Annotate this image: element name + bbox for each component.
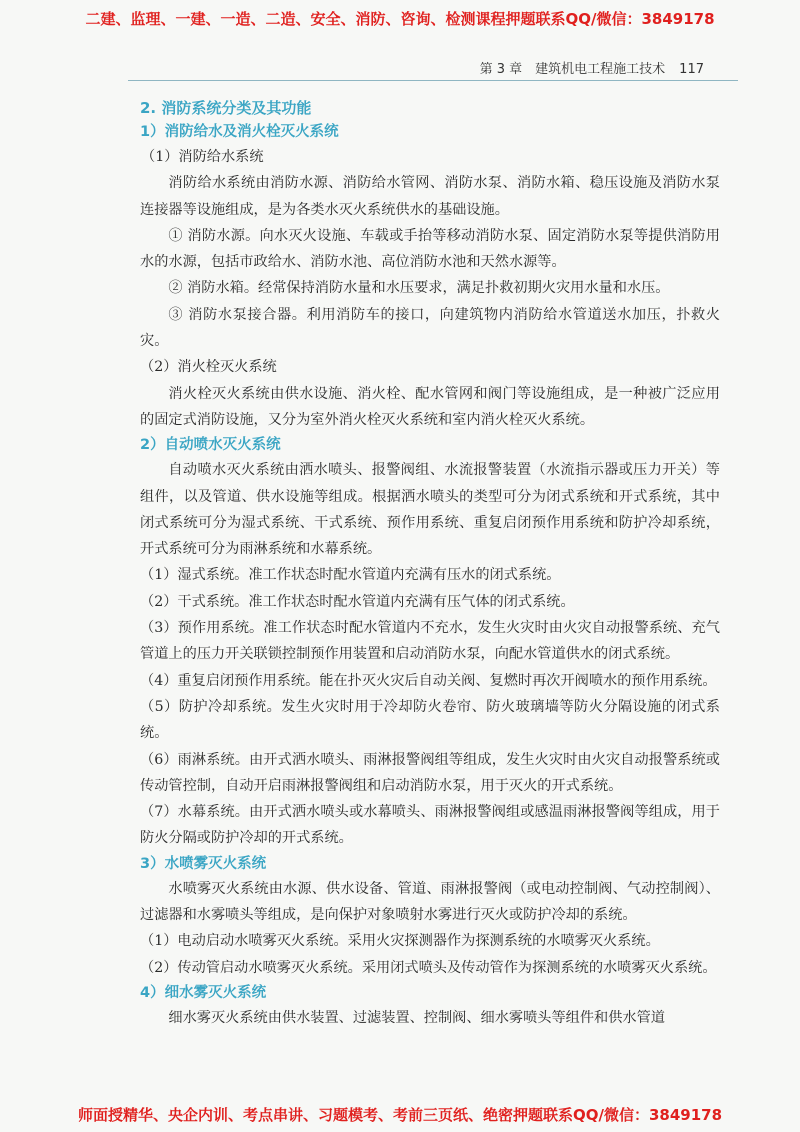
paragraph: 细水雾灭火系统由供水装置、过滤装置、控制阀、细水雾喷头等组件和供水管道: [168, 1009, 665, 1026]
sub-heading: （2）消火栓灭火系统: [140, 359, 277, 376]
bottom-promo-banner: 师面授精华、央企内训、考点串讲、习题模考、考前三页纸、绝密押题联系QQ/微信：3849178: [77, 1106, 723, 1124]
subsection-title-1: 1）消防给水及消火栓灭火系统: [140, 124, 339, 140]
section-title: 2. 消防系统分类及其功能: [140, 99, 312, 117]
list-item: （7）水幕系统。由开式洒水喷头或水幕喷头、雨淋报警阀组或感温雨淋报警阀等组成，用于防火分隔或防护冷却的开式系统。: [140, 804, 720, 847]
list-item: ③ 消防水泵接合器。利用消防车的接口，向建筑物内消防给水管道送水加压，扑救火灾。: [140, 306, 720, 350]
paragraph: 消火栓灭火系统由供水设施、消火栓、配水管网和阀门等设施组成，是一种被广泛应用的固定式消防设施，又分为室外消火栓灭火系统和室内消火栓灭火系统。: [140, 385, 720, 428]
page-number: 117: [679, 62, 704, 77]
paragraph: 自动喷水灭火系统由洒水喷头、报警阀组、水流报警装置（水流指示器或压力开关）等组件，以及管道、供水设施等组成。根据洒水喷头的类型可分为闭式系统和开式系统，其中闭式系统可分为湿式系统、干式系统、预作用系统、重复启闭预作用系统和防护冷却系统，开式系统可分为雨淋系统和水幕系统。: [140, 462, 720, 558]
subsection-title-4: 4）细水雾灭火系统: [140, 984, 267, 1001]
top-promo-banner: 二建、监理、一建、一造、二造、安全、消防、咨询、检测课程押题联系QQ/微信：3849178: [85, 10, 715, 28]
list-item: （4）重复启闭预作用系统。能在扑灭火灾后自动关阀、复燃时再次开阀喷水的预作用系统。: [140, 672, 717, 689]
paragraph: 水喷雾灭火系统由水源、供水设备、管道、雨淋报警阀（或电动控制阀、气动控制阀）、过滤器和水雾喷头等组成，是向保护对象喷射水雾进行灭火或防护冷却的系统。: [140, 880, 720, 924]
list-item: （6）雨淋系统。由开式洒水喷头、雨淋报警阀组等组成，发生火灾时由火灾自动报警系统或传动管控制，自动开启雨淋报警阀组和启动消防水泵，用于灭火的开式系统。: [140, 751, 720, 794]
subsection-title-2: 2）自动喷水灭火系统: [140, 437, 281, 454]
list-item: ① 消防水源。向水灭火设施、车载或手抬等移动消防水泵、固定消防水泵等提供消防用水的水源，包括市政给水、消防水池、高位消防水池和天然水源等。: [140, 227, 720, 271]
header-rule: [128, 80, 738, 81]
subsection-title-3: 3）水喷雾灭火系统: [140, 855, 267, 872]
page-body: [140, 96, 720, 1031]
sub-heading: （1）消防给水系统: [141, 149, 264, 165]
paragraph: 消防给水系统由消防水源、消防给水管网、消防水泵、消防水箱、稳压设施及消防水泵连接器等设施组成，是为各类水灭火系统供水的基础设施。: [140, 175, 720, 218]
list-item: （1）电动启动水喷雾灭火系统。采用火灾探测器作为探测系统的水喷雾灭火系统。: [140, 933, 660, 950]
list-item: ② 消防水箱。经常保持消防水量和水压要求，满足扑救初期火灾用水量和水压。: [168, 280, 670, 297]
chapter-title: 第 3 章 建筑机电工程施工技术: [479, 62, 666, 77]
running-head: [480, 58, 704, 77]
list-item: （3）预作用系统。准工作状态时配水管道内不充水，发生火灾时由火灾自动报警系统、充气管道上的压力开关联锁控制预作用装置和启动消防水泵，向配水管道供水的闭式系统。: [140, 620, 720, 663]
list-item: （2）干式系统。准工作状态时配水管道内充满有压气体的闭式系统。: [140, 593, 575, 610]
list-item: （5）防护冷却系统。发生火灾时用于冷却防火卷帘、防火玻璃墙等防火分隔设施的闭式系统。: [140, 698, 720, 742]
list-item: （2）传动管启动水喷雾灭火系统。采用闭式喷头及传动管作为探测系统的水喷雾灭火系统。: [140, 959, 717, 976]
list-item: （1）湿式系统。准工作状态时配水管道内充满有压水的闭式系统。: [140, 567, 561, 584]
